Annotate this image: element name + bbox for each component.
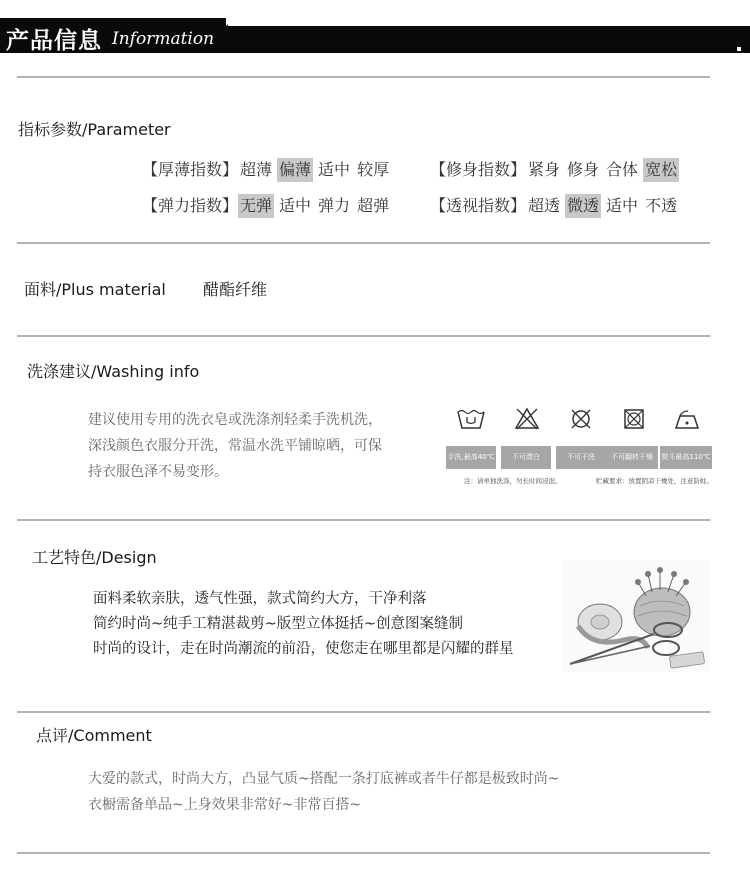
header-dot — [737, 47, 741, 51]
comment-label: 点评/Comment — [36, 726, 152, 745]
washing-line: 持衣服色泽不易变形。 — [88, 464, 228, 480]
divider — [17, 335, 710, 337]
param-option: 适中 — [606, 196, 639, 215]
design-line: 简约时尚~纯手工精湛裁剪~版型立体挺括~创意图案缝制 — [93, 616, 463, 632]
param-group-name: 【弹力指数】 — [142, 196, 239, 215]
param-option-selected: 宽松 — [643, 158, 679, 182]
washing-line: 深浅颜色衣服分开洗，常温水洗平铺晾晒，可保 — [88, 438, 382, 454]
care-label: 不可干洗 — [556, 446, 606, 469]
param-option: 弹力 — [318, 196, 351, 215]
param-option: 超弹 — [357, 196, 390, 215]
washing-line: 建议使用专用的洗衣皂或洗涤剂轻柔手洗机洗， — [88, 412, 382, 428]
washing-label: 洗涤建议/Washing info — [27, 362, 200, 381]
design-line: 时尚的设计，走在时尚潮流的前沿，使您走在哪里都是闪耀的群星 — [93, 641, 514, 657]
param-option: 紧身 — [528, 160, 561, 179]
param-option-selected: 微透 — [565, 194, 601, 218]
param-group-thickness — [142, 158, 394, 182]
header-title: 产品信息 — [6, 28, 102, 54]
header-subtitle: Information — [112, 29, 215, 49]
param-group-elasticity — [142, 194, 394, 218]
no-tumble-dry-icon — [621, 406, 647, 432]
material-value: 醋酯纤维 — [203, 280, 268, 299]
param-option-selected: 偏薄 — [277, 158, 313, 182]
header-notch — [226, 18, 234, 26]
design-label: 工艺特色/Design — [32, 548, 157, 567]
care-note-right: 贮藏要求：放置阴凉干燥处，注意防蛀。 — [596, 477, 713, 485]
iron-icon — [672, 406, 702, 432]
sewing-tools-illustration — [562, 560, 710, 672]
divider — [17, 852, 710, 854]
param-option: 较厚 — [357, 160, 390, 179]
param-group-name: 【透视指数】 — [430, 196, 527, 215]
comment-line: 大爱的款式，时尚大方，凸显气质~搭配一条打底裤或者牛仔都是极致时尚~ — [88, 771, 560, 787]
param-option: 修身 — [567, 160, 600, 179]
param-option: 超透 — [528, 196, 561, 215]
care-label: 不可漂白 — [501, 446, 551, 469]
care-instructions — [446, 402, 714, 492]
hand-wash-icon — [456, 406, 486, 432]
comment-line: 衣橱需备单品~上身效果非常好~非常百搭~ — [88, 797, 362, 813]
param-option-selected: 无弹 — [238, 194, 274, 218]
parameter-label: 指标参数/Parameter — [18, 120, 171, 139]
param-option: 超薄 — [240, 160, 273, 179]
param-option: 适中 — [279, 196, 312, 215]
no-dry-clean-icon — [568, 406, 594, 432]
care-label: 手洗,最高40℃ — [446, 446, 496, 469]
care-note-left: 注：请单独洗涤，勿长时间浸泡。 — [464, 477, 562, 485]
param-group-fit — [430, 158, 682, 182]
param-group-transparency — [430, 194, 682, 218]
param-option: 合体 — [606, 160, 639, 179]
no-bleach-icon — [514, 406, 540, 432]
design-line: 面料柔软亲肤，透气性强，款式简约大方，干净利落 — [93, 591, 427, 607]
param-option: 不透 — [645, 196, 678, 215]
divider — [17, 76, 710, 78]
param-option: 适中 — [318, 160, 351, 179]
care-label: 不可翻转干燥 — [606, 446, 658, 469]
material-label: 面料/Plus material — [24, 280, 166, 299]
divider — [17, 242, 710, 244]
care-label: 熨斗最高110℃ — [660, 446, 712, 469]
param-group-name: 【修身指数】 — [430, 160, 527, 179]
divider — [17, 711, 710, 713]
param-group-name: 【厚薄指数】 — [142, 160, 239, 179]
divider — [17, 519, 710, 521]
